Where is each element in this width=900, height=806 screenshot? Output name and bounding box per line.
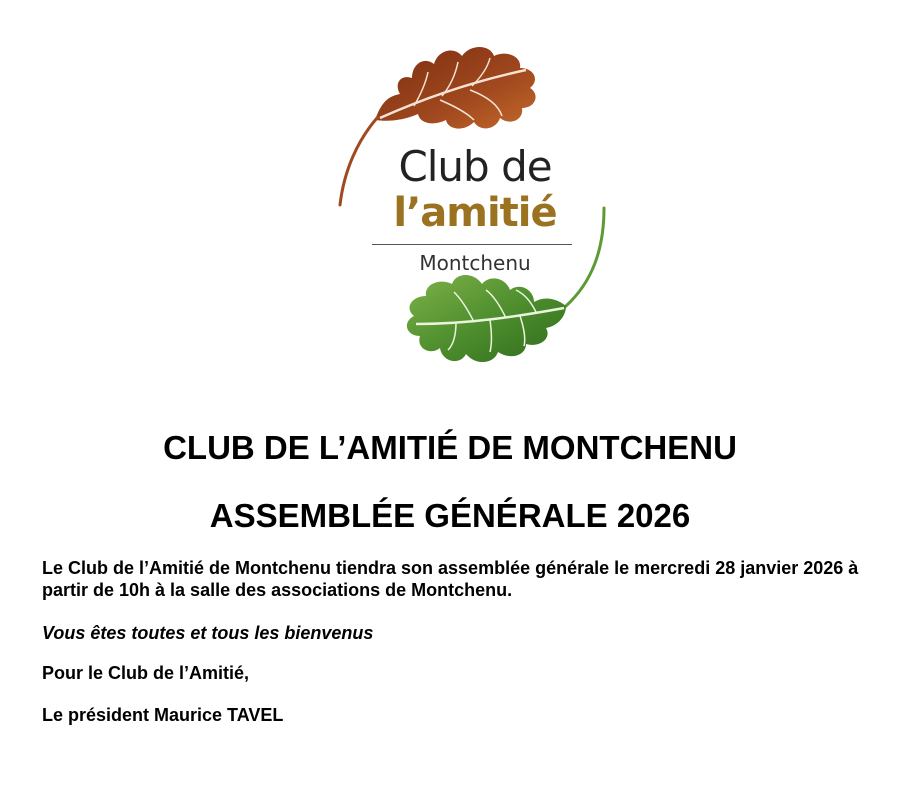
- logo-divider: [372, 244, 572, 245]
- club-logo: [330, 30, 610, 380]
- signature-line: Le président Maurice TAVEL: [42, 705, 284, 725]
- logo-text-montchenu: Montchenu: [419, 251, 531, 275]
- page-subtitle: ASSEMBLÉE GÉNÉRALE 2026: [209, 497, 691, 534]
- logo-text-club-de: Club de: [398, 142, 552, 191]
- logo-text-lamitie: l’amitié: [393, 190, 557, 236]
- closing-line: Pour le Club de l’Amitié,: [42, 663, 250, 683]
- welcome-line: Vous êtes toutes et tous les bienvenus: [42, 623, 374, 643]
- page-title: CLUB DE L’AMITIÉ DE MONTCHENU: [163, 429, 737, 466]
- announcement-paragraph: Le Club de l’Amitié de Montchenu tiendra son assemblée générale le mercredi 28 janvier 2026 à partir de 10h à la salle des associations de Montchenu.: [42, 558, 859, 600]
